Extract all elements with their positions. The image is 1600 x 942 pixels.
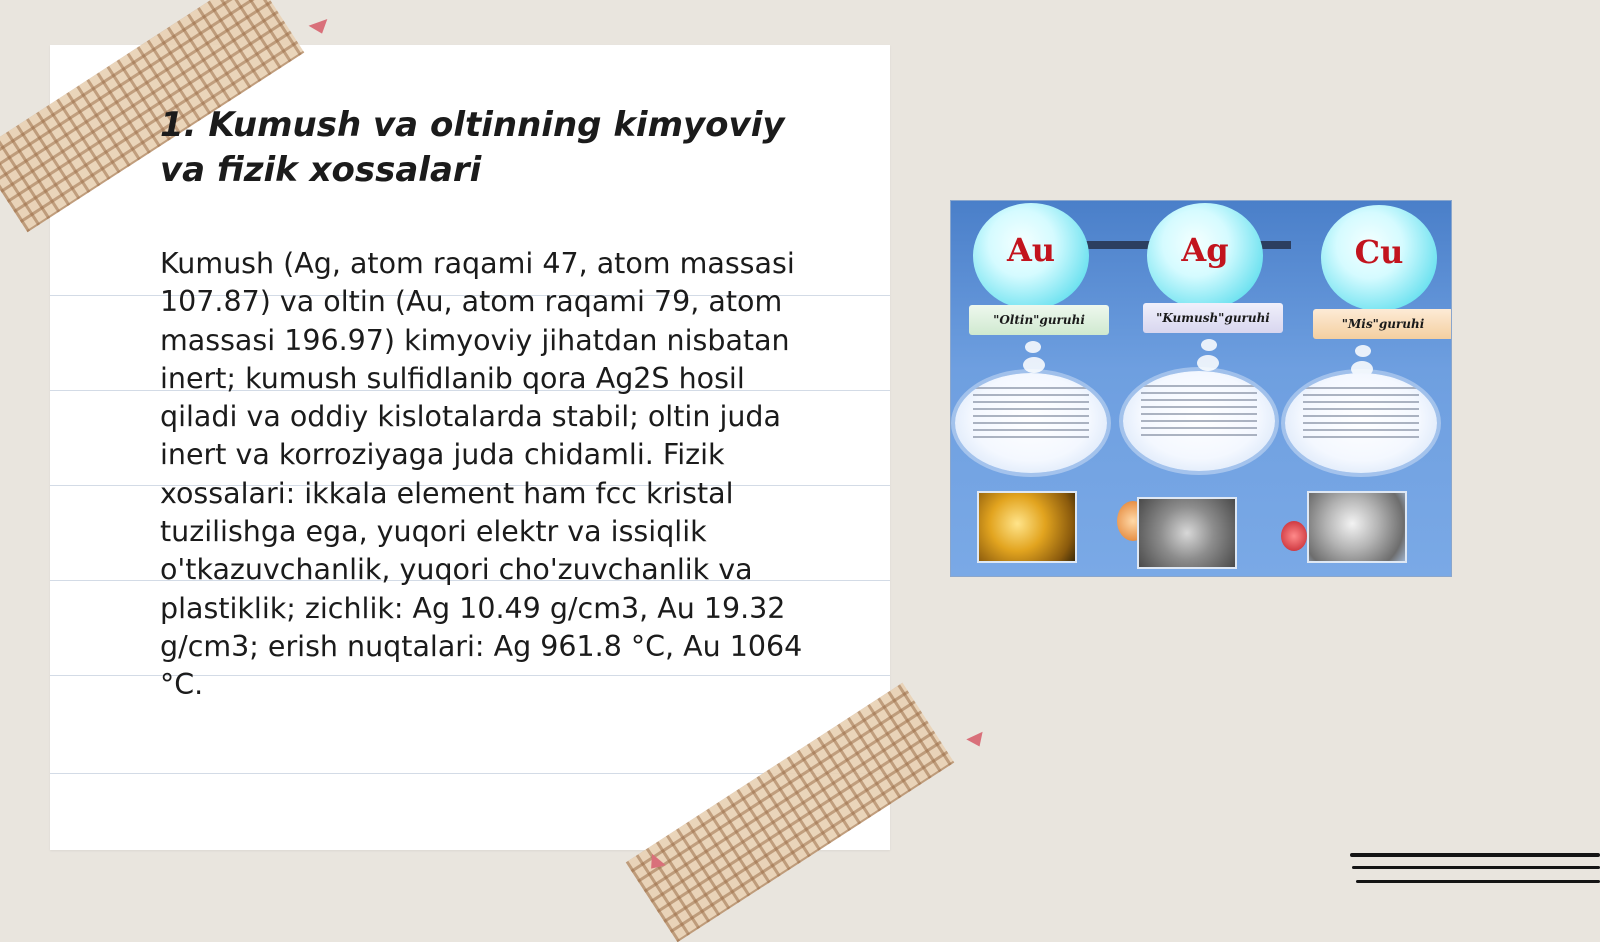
decorative-blob xyxy=(1281,521,1307,551)
copper-sample-image xyxy=(1307,491,1407,563)
element-circle-au xyxy=(973,203,1089,309)
thought-dot xyxy=(1355,345,1371,357)
slide-title: 1. Kumush va oltinning kimyoviy va fizik xossalari xyxy=(160,105,785,190)
description-cloud-au xyxy=(955,373,1107,473)
element-symbol-au: Au xyxy=(1006,231,1056,269)
thought-dot xyxy=(1197,355,1219,371)
group-label-mis: "Mis"guruhi xyxy=(1313,309,1452,339)
tape-corner-accent xyxy=(966,732,987,750)
element-symbol-ag: Ag xyxy=(1181,231,1229,269)
description-cloud-cu xyxy=(1285,373,1437,473)
group-label-oltin: "Oltin"guruhi xyxy=(969,305,1109,335)
brush-stroke xyxy=(1356,880,1600,883)
description-cloud-ag xyxy=(1123,371,1275,471)
tape-corner-accent xyxy=(309,19,332,37)
element-symbol-cu: Cu xyxy=(1354,233,1404,271)
thought-dot xyxy=(1201,339,1217,351)
brush-stroke xyxy=(1350,853,1600,857)
thought-dot xyxy=(1025,341,1041,353)
group-label-kumush: "Kumush"guruhi xyxy=(1143,303,1283,333)
silver-sample-image xyxy=(1137,497,1237,569)
thought-dot xyxy=(1023,357,1045,373)
gold-sample-image xyxy=(977,491,1077,563)
slide-body-text: Kumush (Ag, atom raqami 47, atom massasi 107.87) va oltin (Au, atom raqami 79, atom massasi 196.97) kimyoviy jihatdan nisbatan inert; kumush sulfidlanib qora Ag2S hosil qiladi va oddiy kislotalarda stabil; oltin juda inert va korroziyaga juda chidamli. Fizik xossalari: ikkala element ham fcc kristal tuzilishga ega, yuqori elektr va issiqlik o'tkazuvchanlik, yuqori cho'zuvchanlik va plastiklik; zichlik: Ag 10.49 g/cm3, Au 19.32 g/cm3; erish nuqtalari: Ag 961.8 °C, Au 1064 °C. xyxy=(160,247,803,702)
element-groups-figure xyxy=(950,200,1452,577)
element-circle-cu xyxy=(1321,205,1437,311)
element-circle-ag xyxy=(1147,203,1263,309)
brush-stroke xyxy=(1352,866,1600,869)
